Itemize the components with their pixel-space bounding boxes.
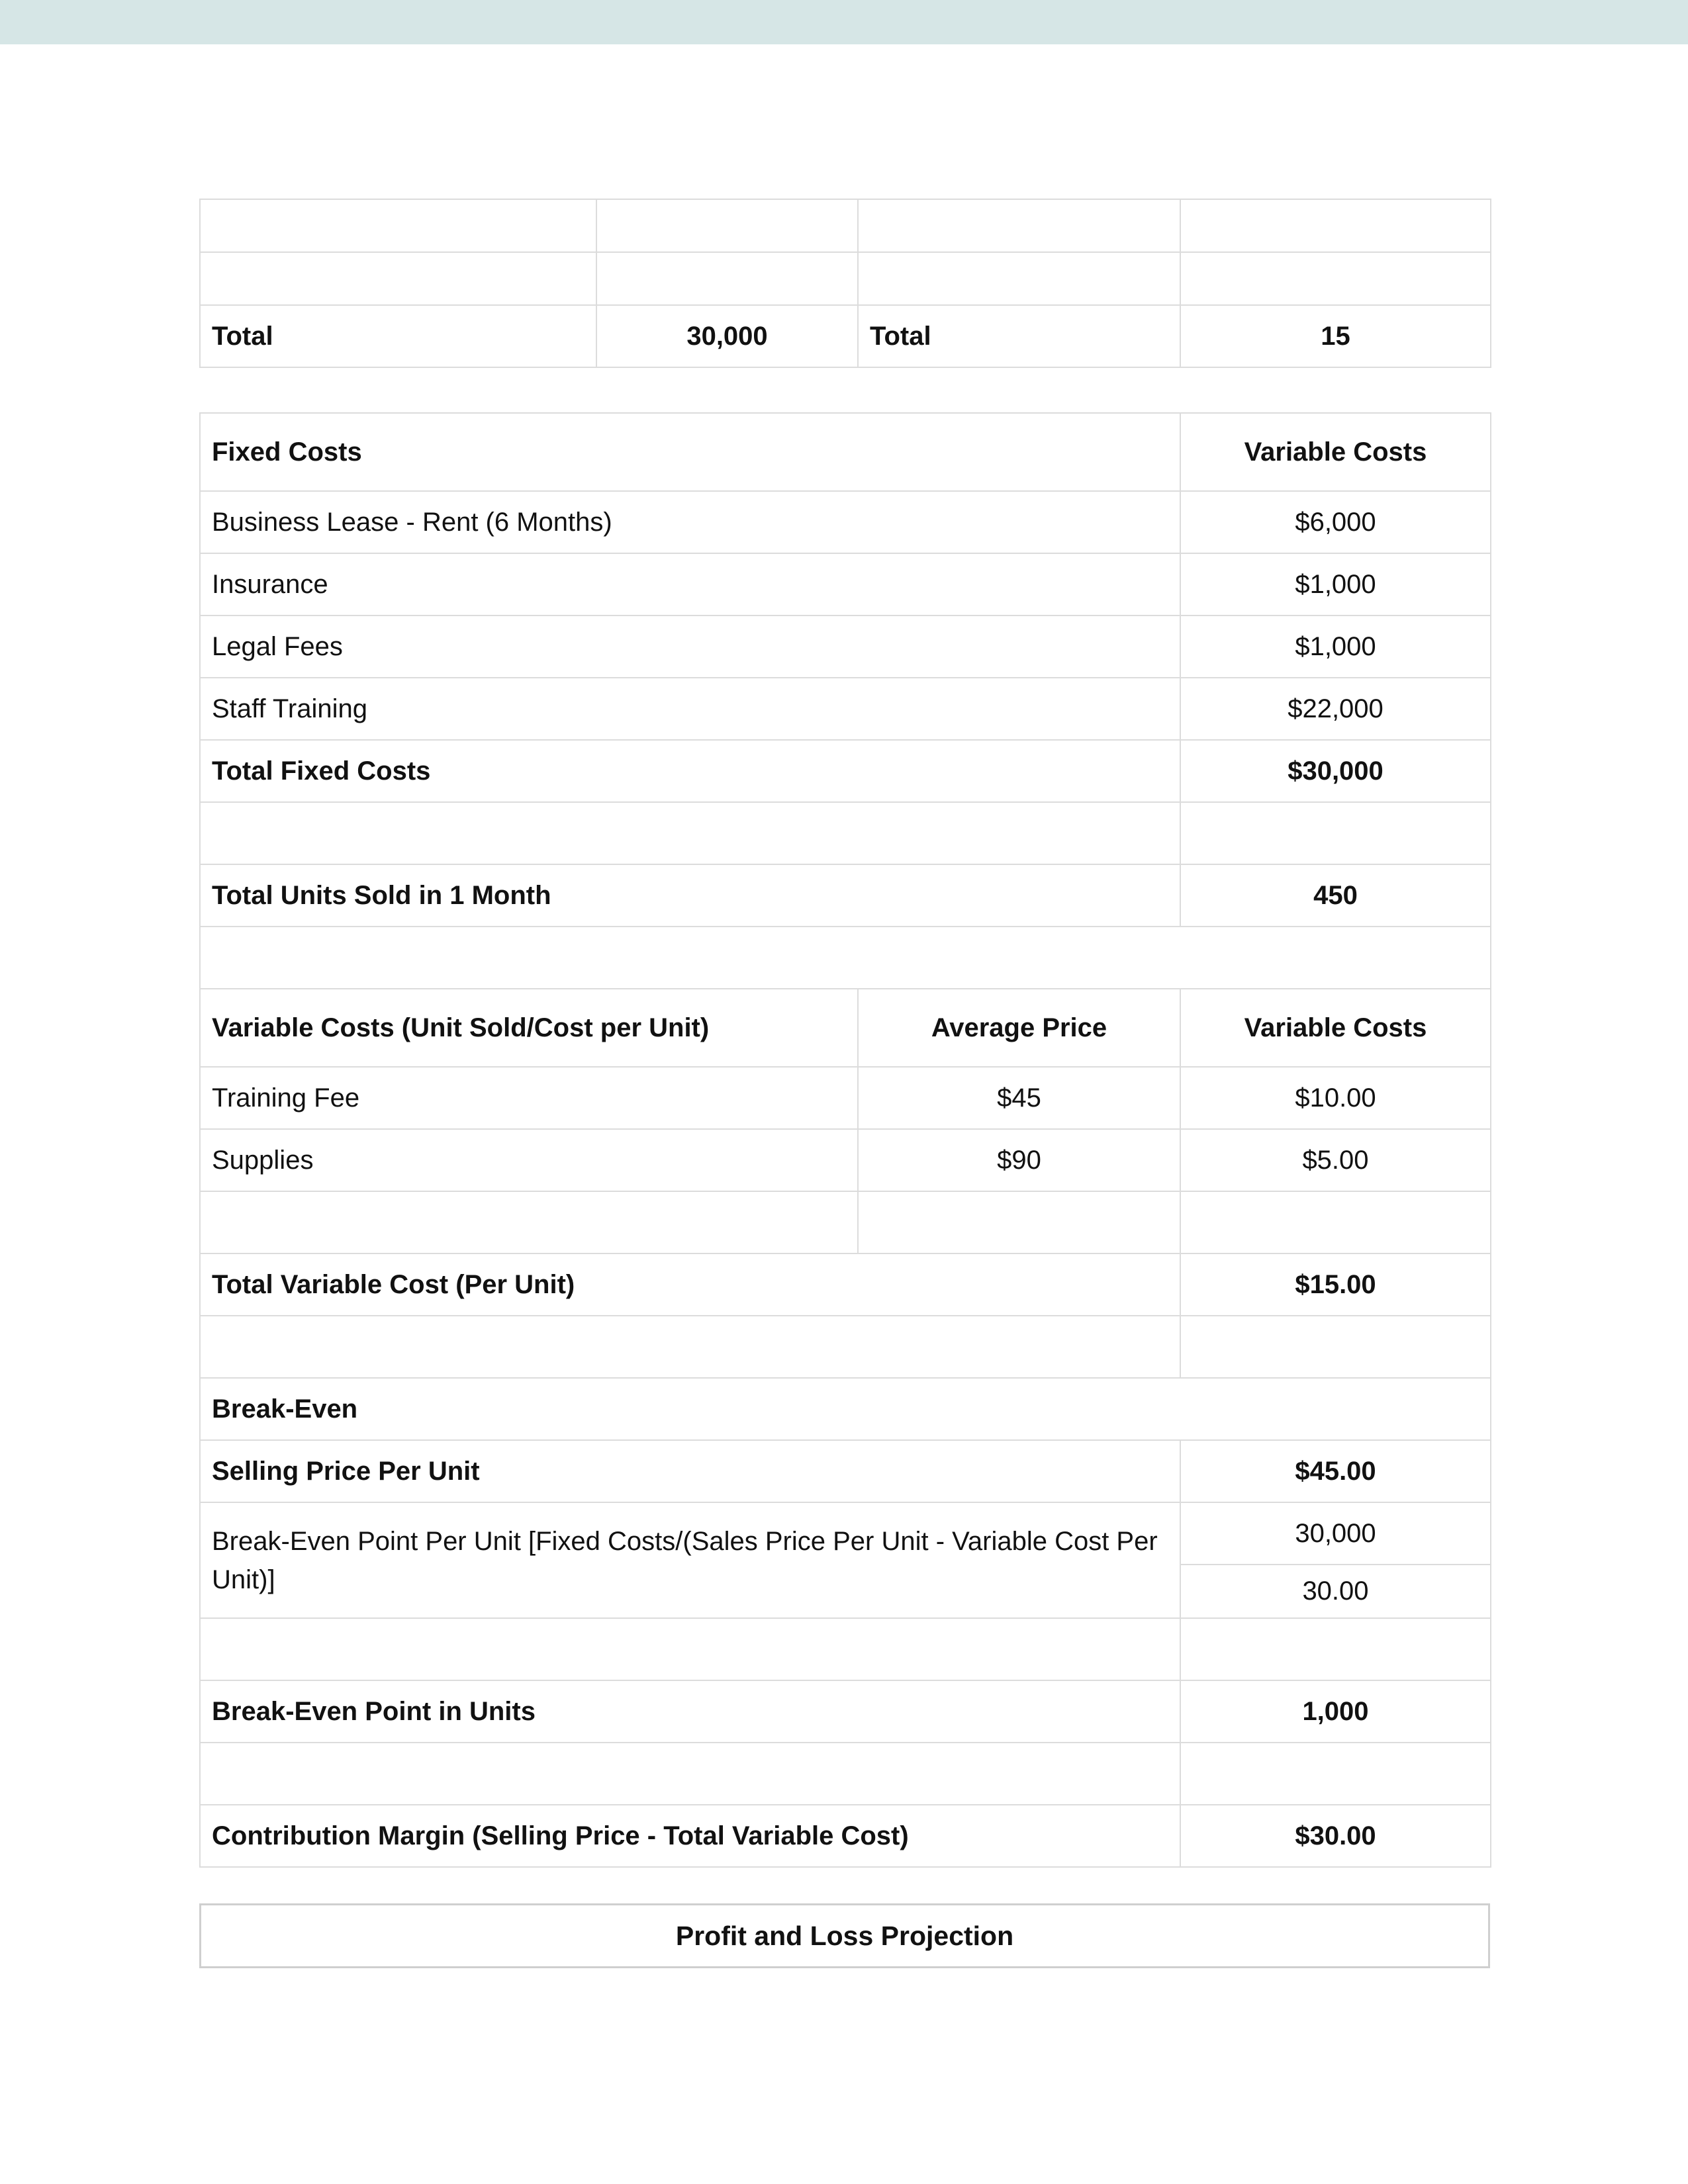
fixed-cost-value: $1,000: [1180, 553, 1491, 615]
variable-cost-total-value: $15.00: [1180, 1253, 1491, 1316]
table-row: [200, 1067, 1491, 1129]
empty-cell: [1180, 1191, 1491, 1253]
table-row: [200, 491, 1491, 553]
summary-right-label: Total: [858, 305, 1180, 367]
summary-total-row: [200, 305, 1491, 367]
empty-cell: [1180, 1743, 1491, 1805]
empty-cell: [200, 1316, 1180, 1378]
average-price-header: Average Price: [858, 989, 1180, 1067]
table-row: [200, 678, 1491, 740]
break-even-formula-row: [200, 1502, 1491, 1565]
table-row: [200, 615, 1491, 678]
summary-right-value: 15: [1180, 305, 1491, 367]
fixed-cost-value: $22,000: [1180, 678, 1491, 740]
fixed-costs-total-row: [200, 740, 1491, 802]
fixed-costs-value-header: Variable Costs: [1180, 413, 1491, 491]
variable-cost-label: Supplies: [200, 1129, 858, 1191]
empty-cell: [858, 199, 1180, 252]
units-sold-label: Total Units Sold in 1 Month: [200, 864, 1180, 927]
fixed-costs-total-value: $30,000: [1180, 740, 1491, 802]
break-even-units-label: Break-Even Point in Units: [200, 1680, 1180, 1743]
fixed-cost-label: Legal Fees: [200, 615, 1180, 678]
empty-cell: [1180, 199, 1491, 252]
selling-price-row: [200, 1440, 1491, 1502]
table-row: [200, 553, 1491, 615]
summary-table: [199, 199, 1491, 368]
variable-cost-total-label: Total Variable Cost (Per Unit): [200, 1253, 1180, 1316]
empty-cell: [596, 199, 858, 252]
table-row: [200, 1316, 1491, 1378]
empty-cell: [1180, 1618, 1491, 1680]
contribution-margin-label: Contribution Margin (Selling Price - Total Variable Cost): [200, 1805, 1180, 1867]
break-even-section-label: Break-Even: [200, 1378, 1491, 1440]
empty-cell: [200, 1618, 1180, 1680]
contribution-margin-row: [200, 1805, 1491, 1867]
summary-left-label: Total: [200, 305, 596, 367]
break-even-formula-numerator: 30,000: [1180, 1502, 1491, 1565]
empty-cell: [858, 252, 1180, 305]
variable-cost-label: Training Fee: [200, 1067, 858, 1129]
profit-loss-table: [199, 1903, 1490, 1968]
selling-price-value: $45.00: [1180, 1440, 1491, 1502]
fixed-costs-header: Fixed Costs: [200, 413, 1180, 491]
empty-cell: [200, 199, 596, 252]
fixed-costs-header-row: [200, 413, 1491, 491]
contribution-margin-value: $30.00: [1180, 1805, 1491, 1867]
break-even-formula-denominator: 30.00: [1180, 1565, 1491, 1618]
empty-cell: [200, 1191, 858, 1253]
table-row: [200, 927, 1491, 989]
empty-cell: [1180, 802, 1491, 864]
break-even-section-row: [200, 1378, 1491, 1440]
variable-costs-header-row: [200, 989, 1491, 1067]
fixed-costs-total-label: Total Fixed Costs: [200, 740, 1180, 802]
empty-cell: [1180, 252, 1491, 305]
variable-costs-header: Variable Costs (Unit Sold/Cost per Unit): [200, 989, 858, 1067]
table-row: [200, 199, 1491, 252]
table-row: [200, 1191, 1491, 1253]
selling-price-label: Selling Price Per Unit: [200, 1440, 1180, 1502]
profit-loss-title: Profit and Loss Projection: [675, 1920, 1014, 1951]
empty-cell: [1180, 1316, 1491, 1378]
variable-cost-price: $90: [858, 1129, 1180, 1191]
summary-left-value: 30,000: [596, 305, 858, 367]
fixed-cost-label: Business Lease - Rent (6 Months): [200, 491, 1180, 553]
break-even-units-row: [200, 1680, 1491, 1743]
break-even-table: [199, 412, 1491, 1868]
table-row: [200, 802, 1491, 864]
variable-costs-value-header: Variable Costs: [1180, 989, 1491, 1067]
fixed-cost-value: $1,000: [1180, 615, 1491, 678]
empty-cell: [858, 1191, 1180, 1253]
fixed-cost-label: Staff Training: [200, 678, 1180, 740]
table-row: [200, 1618, 1491, 1680]
empty-cell: [596, 252, 858, 305]
empty-cell: [200, 1743, 1180, 1805]
units-sold-value: 450: [1180, 864, 1491, 927]
table-row: [200, 252, 1491, 305]
profit-loss-title-row: [201, 1905, 1489, 1968]
variable-cost-value: $10.00: [1180, 1067, 1491, 1129]
variable-cost-value: $5.00: [1180, 1129, 1491, 1191]
empty-cell: [200, 252, 596, 305]
empty-cell: [200, 802, 1180, 864]
fixed-cost-value: $6,000: [1180, 491, 1491, 553]
table-row: [200, 1743, 1491, 1805]
break-even-units-value: 1,000: [1180, 1680, 1491, 1743]
header-band: [0, 0, 1688, 44]
break-even-formula-label: Break-Even Point Per Unit [Fixed Costs/(Sales Price Per Unit - Variable Cost Per Unit)]: [200, 1502, 1180, 1618]
units-sold-row: [200, 864, 1491, 927]
table-row: [200, 1129, 1491, 1191]
variable-cost-price: $45: [858, 1067, 1180, 1129]
variable-cost-total-row: [200, 1253, 1491, 1316]
fixed-cost-label: Insurance: [200, 553, 1180, 615]
empty-cell: [200, 927, 1491, 989]
